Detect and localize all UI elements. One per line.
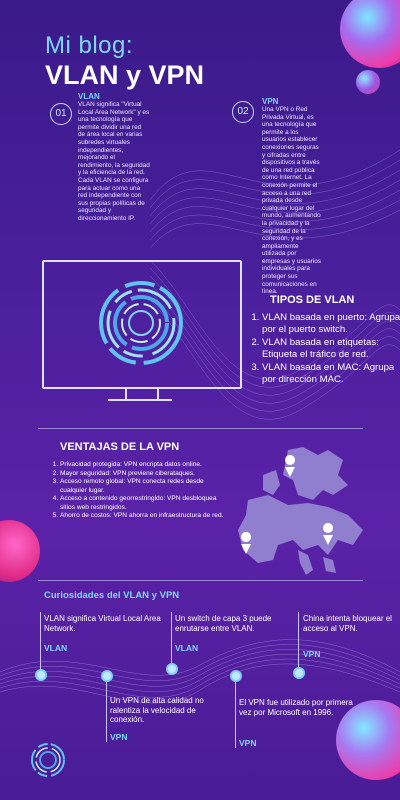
timeline-line <box>235 680 236 748</box>
timeline-line <box>171 612 172 664</box>
list-item: 5. Ahorro de costos: VPN ahorra en infraestructura de red. <box>60 512 230 520</box>
page-title-prefix: Mi blog: <box>45 32 134 59</box>
decorative-sphere <box>356 70 380 94</box>
timeline-node <box>293 667 305 679</box>
list-item: 2. VLAN basada en etiquetas: Etiqueta el tráfico de red. <box>262 337 400 360</box>
network-ring-icon <box>96 278 186 368</box>
fact-text: VLAN significa Virtual Local Area Network. <box>44 614 161 633</box>
section-heading-vlan: VLAN <box>78 92 100 101</box>
fact-text: El VPN fue utilizado por primera vez por Microsoft en 1996. <box>239 698 353 717</box>
timeline-node <box>230 670 242 682</box>
europe-map-icon <box>228 445 368 580</box>
page-title: VLAN y VPN <box>45 60 205 90</box>
monitor-base <box>108 399 172 401</box>
section-heading-vpn: VPN <box>262 97 279 106</box>
section-text-vlan: VLAN significa "Virtual Local Area Network" y es una tecnología que permite dividir una red de área local en varias subredes virtuales independientes, mejorando el rendimiento, la seguridad y la eficiencia de la red. Cada VLAN se configura para actuar como una red independiente con sus propias políticas de seguridad y direccionamiento IP. <box>78 101 150 222</box>
fact-tag: VLAN <box>175 643 199 653</box>
divider <box>38 580 363 581</box>
fact-tag: VLAN <box>44 643 68 653</box>
ventajas-vpn-list <box>50 461 230 521</box>
tipos-vlan-title: TIPOS DE VLAN <box>270 294 355 306</box>
fact-text: China intenta bloquear el acceso al VPN. <box>303 614 392 633</box>
timeline-node <box>35 669 47 681</box>
timeline-node <box>101 670 113 682</box>
list-item: 1. VLAN basada en puerto: Agrupa por el puerto switch. <box>262 312 400 335</box>
divider <box>38 428 363 429</box>
list-item: 2. Mayor seguridad: VPN previene ciberataques. <box>60 470 230 478</box>
timeline-line <box>106 680 107 742</box>
list-item: 3. VLAN basada en MAC: Agrupa por dirección MAC. <box>262 362 400 385</box>
section-text-vpn: Una VPN o Red Privada Virtual, es una tecnología que permite a los usuarios establecer conexiones seguras y cifradas entre dispositivos a través de una red pública como Internet. La conexión permite el acceso a una red privada desde cualquier lugar del mundo, aumentando la privacidad y la seguridad de la conexión, y es ampliamente utilizada por empresas y usuarios individuales para proteger sus comunicaciones en línea. <box>262 106 321 296</box>
ventajas-vpn-title: VENTAJAS DE LA VPN <box>60 441 180 453</box>
fact-tag: VPN <box>110 732 128 742</box>
decorative-sphere <box>0 520 40 582</box>
list-item: 3. Acceso remoto global: VPN conecta redes desde cualquier lugar. <box>60 478 230 494</box>
timeline-line <box>298 612 299 668</box>
timeline-line <box>40 612 41 670</box>
list-item: 4. Acceso a contenido georrestringido: VPN desbloquea sitios web restringidos. <box>60 495 230 511</box>
section-number: 02 <box>232 101 254 123</box>
fact-tag: VPN <box>239 738 257 748</box>
list-item: 1. Privacidad protegida: VPN encripta datos online. <box>60 461 230 469</box>
section-number: 01 <box>50 103 72 125</box>
fact-text: Un switch de capa 3 puede enrutarse entre VLAN. <box>175 614 272 633</box>
fact-tag: VPN <box>303 649 321 659</box>
tipos-vlan-list <box>250 312 400 387</box>
timeline-node <box>166 663 178 675</box>
curiosidades-title: Curiosidades del VLAN y VPN <box>44 590 180 601</box>
network-ring-icon <box>30 742 66 778</box>
fact-text: Un VPN de alta calidad no ralentiza la velocidad de conexión. <box>110 696 204 725</box>
monitor-stand <box>125 387 159 399</box>
